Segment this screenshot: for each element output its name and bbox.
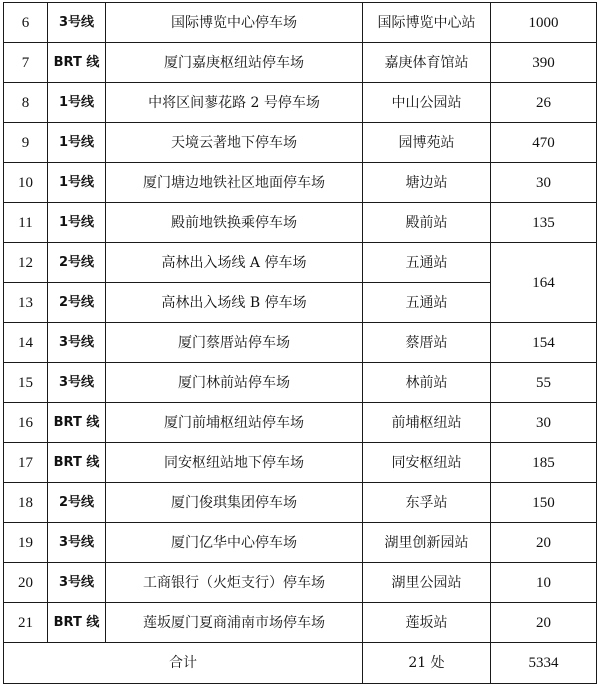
metro-line: 1号线 [48, 203, 106, 243]
row-number: 20 [4, 563, 48, 603]
total-label: 合计 [4, 643, 363, 684]
row-number: 13 [4, 283, 48, 323]
row-number: 21 [4, 603, 48, 643]
parking-lot-name: 莲坂厦门夏商浦南市场停车场 [106, 603, 363, 643]
row-number: 6 [4, 3, 48, 43]
table-row [4, 3, 597, 43]
parking-spaces: 55 [491, 363, 597, 403]
parking-spaces: 20 [491, 523, 597, 563]
parking-spaces: 135 [491, 203, 597, 243]
parking-table [3, 2, 597, 684]
metro-line: 3号线 [48, 323, 106, 363]
metro-line: BRT 线 [48, 443, 106, 483]
parking-spaces: 10 [491, 563, 597, 603]
station-name: 塘边站 [363, 163, 491, 203]
parking-spaces: 26 [491, 83, 597, 123]
parking-spaces: 390 [491, 43, 597, 83]
metro-line: 1号线 [48, 83, 106, 123]
station-name: 园博苑站 [363, 123, 491, 163]
parking-lot-name: 厦门亿华中心停车场 [106, 523, 363, 563]
metro-line: 2号线 [48, 243, 106, 283]
table-row [4, 603, 597, 643]
table-row [4, 563, 597, 603]
parking-lot-name: 中将区间蓼花路 2 号停车场 [106, 83, 363, 123]
parking-lot-name: 殿前地铁换乘停车场 [106, 203, 363, 243]
row-number: 12 [4, 243, 48, 283]
parking-lot-name: 高林出入场线 B 停车场 [106, 283, 363, 323]
table-row [4, 83, 597, 123]
row-number: 11 [4, 203, 48, 243]
parking-spaces: 150 [491, 483, 597, 523]
metro-line: 3号线 [48, 563, 106, 603]
parking-lot-name: 国际博览中心停车场 [106, 3, 363, 43]
station-name: 同安枢纽站 [363, 443, 491, 483]
table-row [4, 363, 597, 403]
parking-lot-name: 厦门蔡厝站停车场 [106, 323, 363, 363]
parking-spaces: 30 [491, 163, 597, 203]
row-number: 16 [4, 403, 48, 443]
parking-spaces: 185 [491, 443, 597, 483]
parking-lot-name: 厦门嘉庚枢纽站停车场 [106, 43, 363, 83]
station-name: 中山公园站 [363, 83, 491, 123]
row-number: 10 [4, 163, 48, 203]
table-row [4, 523, 597, 563]
row-number: 14 [4, 323, 48, 363]
table-row [4, 123, 597, 163]
parking-lot-name: 厦门林前站停车场 [106, 363, 363, 403]
table-row [4, 483, 597, 523]
parking-lot-name: 厦门前埔枢纽站停车场 [106, 403, 363, 443]
parking-lot-name: 天境云著地下停车场 [106, 123, 363, 163]
total-row [4, 643, 597, 684]
metro-line: 1号线 [48, 163, 106, 203]
metro-line: 3号线 [48, 3, 106, 43]
table-row [4, 203, 597, 243]
row-number: 19 [4, 523, 48, 563]
row-number: 7 [4, 43, 48, 83]
station-name: 嘉庚体育馆站 [363, 43, 491, 83]
metro-line: 1号线 [48, 123, 106, 163]
parking-spaces: 30 [491, 403, 597, 443]
metro-line: 2号线 [48, 283, 106, 323]
row-number: 18 [4, 483, 48, 523]
parking-spaces: 164 [491, 243, 597, 323]
parking-spaces: 470 [491, 123, 597, 163]
parking-spaces: 20 [491, 603, 597, 643]
table-row [4, 323, 597, 363]
parking-spaces: 1000 [491, 3, 597, 43]
parking-table-body [4, 3, 597, 684]
parking-spaces: 154 [491, 323, 597, 363]
metro-line: BRT 线 [48, 403, 106, 443]
metro-line: BRT 线 [48, 43, 106, 83]
parking-lot-name: 高林出入场线 A 停车场 [106, 243, 363, 283]
station-name: 五通站 [363, 243, 491, 283]
row-number: 9 [4, 123, 48, 163]
row-number: 8 [4, 83, 48, 123]
station-name: 莲坂站 [363, 603, 491, 643]
parking-lot-name: 同安枢纽站地下停车场 [106, 443, 363, 483]
table-row [4, 163, 597, 203]
station-name: 湖里创新园站 [363, 523, 491, 563]
metro-line: 3号线 [48, 523, 106, 563]
table-row [4, 43, 597, 83]
station-name: 殿前站 [363, 203, 491, 243]
parking-lot-name: 厦门俊琪集团停车场 [106, 483, 363, 523]
station-name: 蔡厝站 [363, 323, 491, 363]
table-row [4, 443, 597, 483]
station-name: 前埔枢纽站 [363, 403, 491, 443]
table-row [4, 243, 597, 283]
station-name: 湖里公园站 [363, 563, 491, 603]
station-name: 东孚站 [363, 483, 491, 523]
station-name: 国际博览中心站 [363, 3, 491, 43]
metro-line: 3号线 [48, 363, 106, 403]
row-number: 17 [4, 443, 48, 483]
total-count: 21 处 [363, 643, 491, 684]
table-row [4, 403, 597, 443]
metro-line: 2号线 [48, 483, 106, 523]
station-name: 五通站 [363, 283, 491, 323]
parking-lot-name: 工商银行（火炬支行）停车场 [106, 563, 363, 603]
row-number: 15 [4, 363, 48, 403]
station-name: 林前站 [363, 363, 491, 403]
total-spaces: 5334 [491, 643, 597, 684]
parking-lot-name: 厦门塘边地铁社区地面停车场 [106, 163, 363, 203]
metro-line: BRT 线 [48, 603, 106, 643]
